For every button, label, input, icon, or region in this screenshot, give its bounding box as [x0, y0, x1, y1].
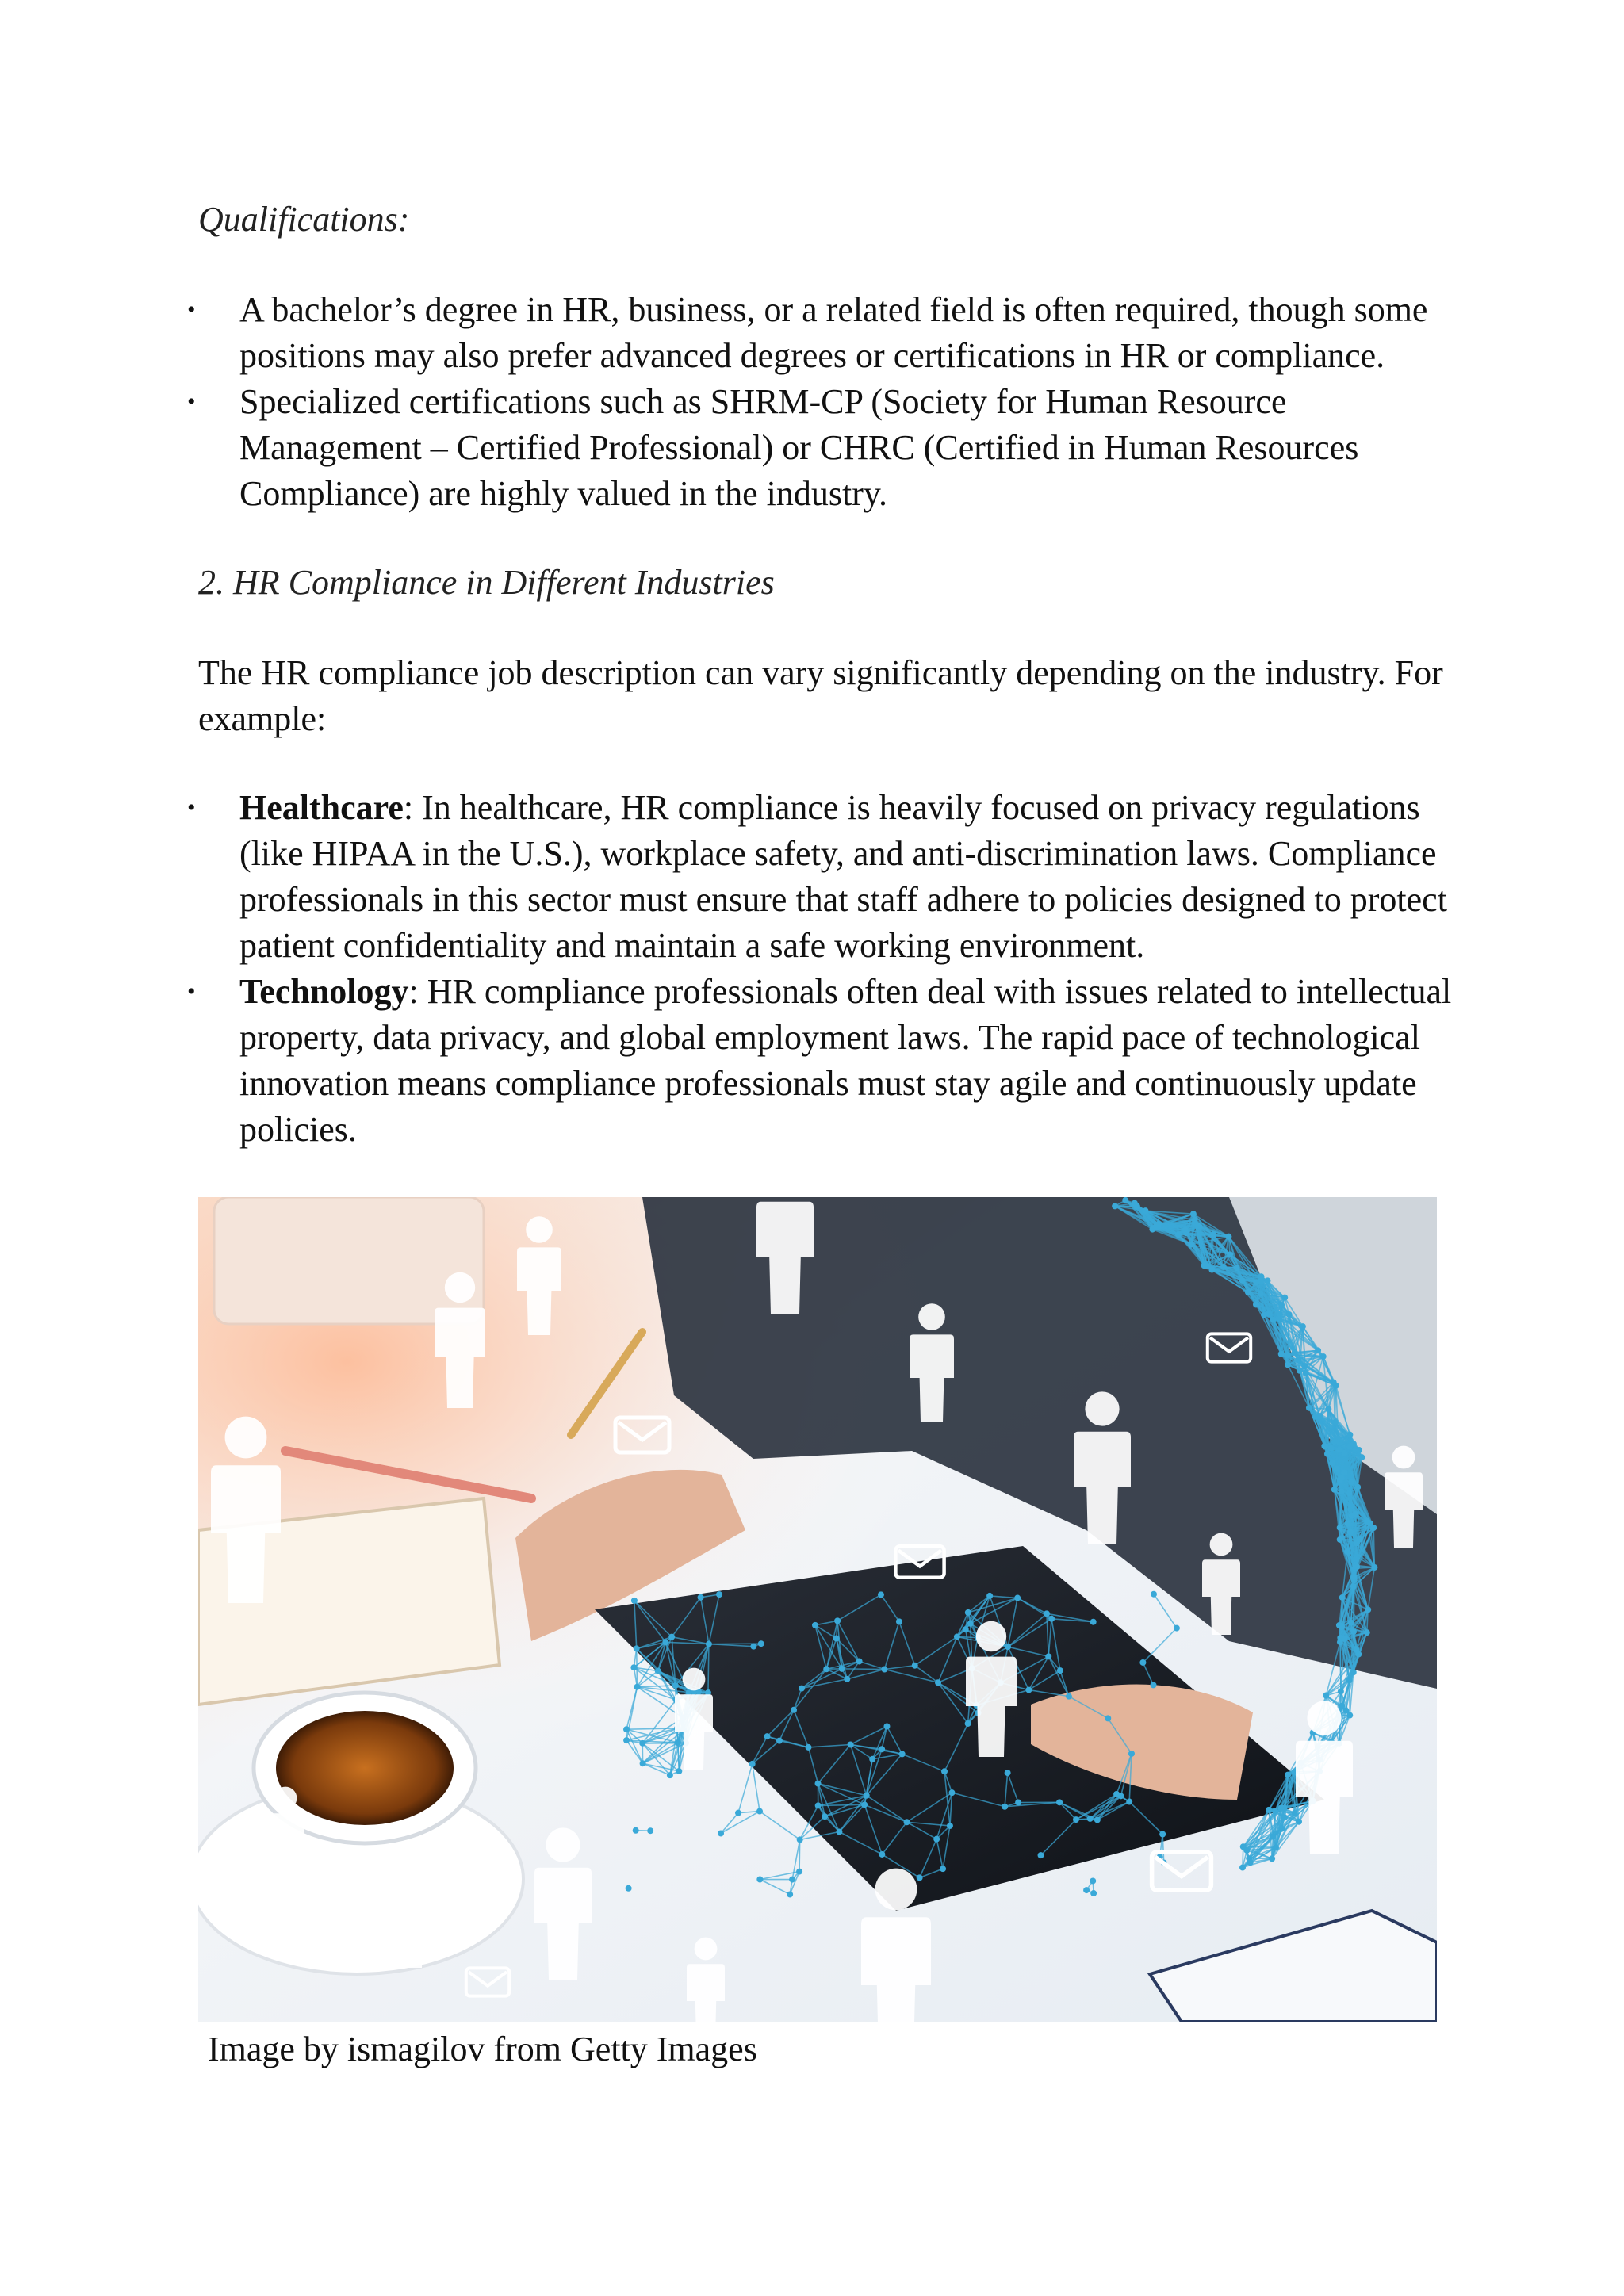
network-node: [1344, 1521, 1350, 1527]
network-node: [1286, 1311, 1293, 1318]
network-node: [1278, 1804, 1285, 1811]
network-node: [1270, 1317, 1276, 1323]
network-node: [1328, 1445, 1335, 1452]
network-node: [1334, 1465, 1340, 1471]
network-node: [856, 1658, 863, 1664]
network-node: [1227, 1251, 1233, 1257]
network-node: [1285, 1772, 1291, 1778]
network-node: [815, 1802, 822, 1808]
network-node: [1331, 1487, 1338, 1493]
network-node: [1285, 1352, 1291, 1358]
network-node: [1306, 1405, 1312, 1411]
network-node: [1112, 1203, 1118, 1209]
network-node: [1183, 1230, 1189, 1237]
network-node: [1292, 1810, 1298, 1816]
network-node: [935, 1679, 941, 1686]
network-node: [655, 1668, 661, 1674]
network-node: [1339, 1624, 1345, 1630]
network-node: [986, 1593, 993, 1599]
network-node: [1278, 1351, 1285, 1357]
network-node: [647, 1827, 653, 1834]
network-link: [842, 1669, 885, 1670]
network-node: [1292, 1349, 1298, 1356]
network-node: [749, 1761, 756, 1767]
network-node: [963, 1626, 969, 1632]
network-node: [1038, 1852, 1044, 1858]
network-node: [1347, 1529, 1354, 1536]
network-node: [896, 1618, 902, 1624]
photo-illustration: [198, 1197, 1437, 2022]
network-node: [899, 1751, 906, 1757]
network-node: [675, 1739, 681, 1746]
network-node: [1278, 1302, 1285, 1308]
network-node: [1048, 1616, 1055, 1622]
network-node: [941, 1768, 948, 1774]
network-node: [1303, 1370, 1309, 1376]
network-node: [1044, 1610, 1050, 1617]
bullet-icon: •: [187, 794, 196, 821]
network-node: [1323, 1693, 1329, 1699]
list-item: [0, 969, 1477, 1153]
network-node: [1201, 1262, 1207, 1269]
network-node: [1324, 1451, 1331, 1457]
network-node: [1315, 1347, 1321, 1353]
network-node: [716, 1591, 722, 1598]
industries-list: [0, 785, 1477, 1153]
network-node: [623, 1737, 630, 1743]
network-node: [879, 1746, 885, 1752]
network-node: [1338, 1689, 1344, 1695]
network-node: [639, 1740, 645, 1747]
network-node: [662, 1639, 668, 1645]
network-node: [1025, 1687, 1032, 1693]
network-node: [879, 1851, 885, 1858]
network-node: [812, 1622, 818, 1628]
network-node: [1325, 1406, 1331, 1412]
network-node: [1234, 1265, 1240, 1271]
network-node: [822, 1813, 828, 1820]
network-node: [883, 1724, 890, 1730]
network-node: [735, 1810, 741, 1816]
qualifications-list: [0, 287, 1477, 517]
network-node: [1295, 1357, 1301, 1364]
network-node: [881, 1667, 887, 1673]
network-node: [1151, 1591, 1157, 1598]
network-node: [791, 1707, 797, 1713]
network-node: [1190, 1211, 1197, 1217]
network-node: [823, 1666, 829, 1672]
network-node: [1346, 1677, 1353, 1683]
network-node: [954, 1633, 960, 1640]
network-node: [904, 1819, 910, 1825]
network-link: [708, 1644, 709, 1693]
network-node: [1128, 1751, 1135, 1757]
network-node: [1331, 1419, 1338, 1425]
network-node: [947, 1823, 953, 1829]
network-node: [1090, 1890, 1097, 1896]
network-node: [1057, 1667, 1063, 1674]
network-node: [797, 1836, 803, 1843]
network-node: [1045, 1653, 1051, 1659]
network-node: [1339, 1489, 1345, 1495]
network-node: [917, 1874, 923, 1881]
network-node: [640, 1760, 646, 1766]
list-item-text: A bachelor’s degree in HR, business, or a related field is often required, though some positions may also prefer advanced degrees or certifications in HR or compliance.: [239, 290, 1428, 375]
network-node: [1337, 1536, 1343, 1543]
network-node: [1356, 1536, 1362, 1543]
network-node: [844, 1676, 850, 1682]
list-item: [0, 287, 1477, 379]
network-node: [1317, 1413, 1323, 1419]
network-node: [1266, 1311, 1273, 1318]
network-node: [965, 1720, 971, 1727]
network-node: [861, 1801, 868, 1808]
network-node: [634, 1645, 640, 1651]
network-node: [764, 1733, 770, 1739]
network-node: [1159, 1831, 1166, 1838]
network-node: [1337, 1525, 1343, 1531]
network-node: [1150, 1682, 1156, 1688]
network-node: [864, 1793, 870, 1799]
network-node: [1122, 1197, 1128, 1203]
network-node: [756, 1808, 763, 1815]
network-node: [1264, 1277, 1270, 1284]
network-node: [933, 1836, 940, 1843]
network-node: [1331, 1438, 1338, 1445]
network-node: [698, 1594, 704, 1601]
network-node: [1269, 1855, 1275, 1862]
network-node: [1015, 1800, 1021, 1806]
network-node: [1329, 1460, 1335, 1466]
network-node: [833, 1636, 840, 1642]
list-item-text: Specialized certifications such as SHRM-CP (Society for Human Resource Management – Certified Professional) or CHRC (Certified in Human Resources Compliance) are highly valued in the industry.: [239, 382, 1359, 513]
network-node: [758, 1640, 764, 1647]
network-node: [1174, 1625, 1180, 1632]
network-node: [787, 1891, 793, 1897]
network-node: [1083, 1887, 1090, 1893]
network-node: [839, 1666, 845, 1672]
network-node: [1056, 1799, 1063, 1805]
network-link: [1340, 1642, 1341, 1691]
network-node: [668, 1634, 675, 1640]
network-node: [1073, 1816, 1079, 1823]
list-item-text: : HR compliance professionals often deal with issues related to intellectual property, data privacy, and global employment laws. The rapid pace of technological innovation means compliance professionals must stay agile and continuously update policies.: [239, 972, 1452, 1149]
network-node: [1278, 1826, 1285, 1832]
network-node: [1371, 1564, 1377, 1571]
network-node: [1356, 1447, 1362, 1453]
network-node: [1364, 1629, 1370, 1636]
network-node: [1253, 1280, 1259, 1286]
network-node: [676, 1768, 682, 1774]
network-node: [836, 1828, 842, 1835]
network-node: [1194, 1223, 1201, 1229]
network-node: [848, 1741, 854, 1747]
network-node: [1339, 1475, 1345, 1481]
network-node: [1351, 1574, 1358, 1580]
network-node: [1348, 1620, 1354, 1626]
network-node: [1239, 1865, 1246, 1871]
network-node: [1281, 1814, 1288, 1820]
network-node: [706, 1641, 712, 1647]
network-node: [1322, 1444, 1328, 1450]
network-node: [1277, 1311, 1283, 1317]
network-node: [1350, 1628, 1357, 1635]
network-node: [1105, 1715, 1111, 1721]
list-item-text: : In healthcare, HR compliance is heavily focused on privacy regulations (like HIPAA in the U.S.), workplace safety, and anti-discrimination laws. Compliance professionals in this sector must ensure that staff adhere to policies designed to protect patient confidentiality and maintain a safe working environment.: [239, 788, 1447, 965]
network-node: [626, 1885, 632, 1892]
network-node: [789, 1877, 795, 1883]
network-link: [818, 1804, 864, 1805]
network-node: [1350, 1669, 1357, 1675]
network-node: [672, 1682, 679, 1689]
network-node: [1247, 1859, 1254, 1866]
intro-paragraph: The HR compliance job description can vary significantly depending on the industry. For example:: [198, 653, 1443, 738]
network-node: [1350, 1441, 1357, 1447]
network-node: [1239, 1277, 1245, 1284]
network-node: [756, 1877, 763, 1883]
network-node: [718, 1830, 724, 1836]
network-node: [1188, 1242, 1194, 1248]
network-node: [1285, 1361, 1291, 1368]
network-node: [815, 1781, 822, 1787]
network-node: [1346, 1432, 1353, 1438]
network-node: [1365, 1606, 1371, 1613]
network-node: [1143, 1207, 1149, 1214]
network-node: [1346, 1712, 1353, 1719]
network-node: [1266, 1807, 1272, 1813]
network-node: [1243, 1847, 1250, 1854]
network-node: [667, 1772, 673, 1778]
network-node: [634, 1684, 640, 1690]
network-node: [1087, 1816, 1094, 1822]
network-node: [869, 1756, 875, 1762]
network-link: [799, 1839, 800, 1871]
network-node: [834, 1617, 841, 1624]
network-node: [1133, 1203, 1139, 1210]
network-node: [1090, 1619, 1097, 1625]
image-caption: Image by ismagilov from Getty Images: [208, 2030, 757, 2068]
network-node: [1296, 1819, 1302, 1825]
network-node: [1002, 1804, 1008, 1810]
list-item: [0, 379, 1477, 517]
network-node: [1281, 1295, 1288, 1301]
network-node: [1258, 1291, 1264, 1297]
network-node: [750, 1644, 756, 1650]
network-node: [1354, 1484, 1361, 1490]
network-node: [1358, 1454, 1365, 1460]
network-node: [1346, 1490, 1353, 1496]
network-node: [1066, 1693, 1072, 1700]
list-item: [0, 785, 1477, 969]
network-node: [1300, 1323, 1306, 1330]
term-technology: Technology: [239, 972, 409, 1011]
network-node: [799, 1686, 805, 1692]
network-node: [1225, 1234, 1231, 1240]
network-node: [1090, 1877, 1096, 1884]
network-node: [1355, 1651, 1362, 1658]
term-healthcare: Healthcare: [239, 788, 404, 827]
network-node: [878, 1591, 884, 1598]
network-node: [1155, 1224, 1161, 1230]
bullet-icon: •: [187, 388, 196, 415]
network-node: [1272, 1808, 1278, 1815]
network-node: [1348, 1479, 1354, 1485]
network-node: [1354, 1563, 1360, 1570]
network-node: [1350, 1583, 1357, 1590]
bullet-icon: •: [187, 978, 196, 1004]
network-node: [630, 1664, 637, 1670]
network-node: [1320, 1353, 1327, 1360]
stock-photo: [198, 1197, 1437, 2022]
network-node: [1005, 1644, 1011, 1650]
network-node: [1270, 1833, 1276, 1839]
network-node: [1014, 1595, 1021, 1601]
network-node: [1005, 1770, 1011, 1776]
network-node: [633, 1827, 639, 1834]
network-node: [1113, 1791, 1120, 1797]
network-node: [1210, 1231, 1216, 1238]
network-node: [1245, 1289, 1251, 1295]
network-node: [1302, 1363, 1308, 1369]
network-node: [623, 1726, 630, 1732]
network-node: [1220, 1264, 1227, 1270]
network-node: [1331, 1380, 1337, 1386]
network-node: [1337, 1639, 1343, 1645]
network-node: [776, 1738, 783, 1744]
bullet-icon: •: [187, 297, 196, 323]
network-node: [1175, 1231, 1182, 1238]
network-node: [805, 1744, 811, 1751]
network-node: [967, 1621, 974, 1627]
network-node: [1339, 1594, 1346, 1601]
network-node: [1344, 1548, 1350, 1555]
network-node: [1126, 1799, 1132, 1805]
qualifications-heading: Qualifications:: [198, 200, 410, 239]
network-node: [1342, 1450, 1348, 1456]
network-node: [796, 1869, 802, 1875]
network-node: [1273, 1844, 1279, 1850]
network-node: [631, 1598, 638, 1604]
network-node: [1352, 1511, 1358, 1517]
network-node: [1370, 1525, 1377, 1531]
network-node: [912, 1663, 918, 1669]
network-node: [1094, 1816, 1101, 1823]
network-node: [1253, 1301, 1259, 1307]
section-heading: 2. HR Compliance in Different Industries: [198, 563, 775, 602]
network-node: [1139, 1659, 1146, 1666]
network-node: [965, 1609, 971, 1616]
network-node: [1297, 1368, 1303, 1374]
network-node: [940, 1866, 946, 1872]
network-node: [949, 1789, 956, 1796]
